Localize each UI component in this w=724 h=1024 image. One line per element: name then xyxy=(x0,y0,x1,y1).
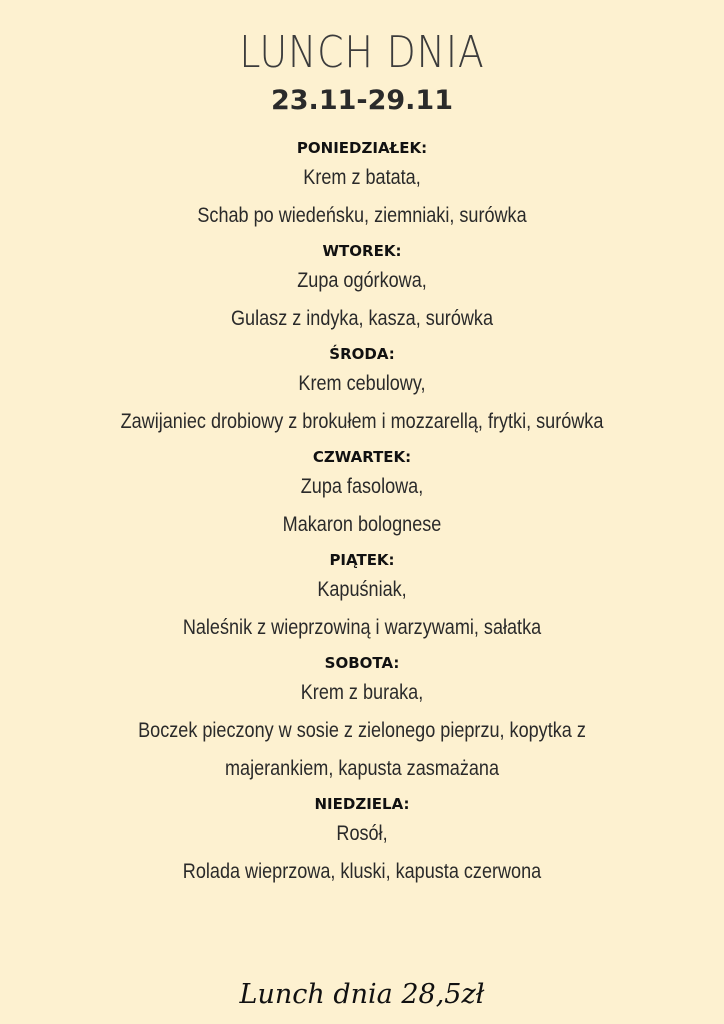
page-title: LUNCH DNIA xyxy=(239,27,485,78)
day-friday xyxy=(0,549,724,647)
day-wednesday xyxy=(0,343,724,441)
day-monday xyxy=(0,137,724,235)
dish-soup: Krem z batata, xyxy=(303,166,421,189)
price-footer: Lunch dnia 28,5zł xyxy=(239,979,485,1010)
dish-main: Gulasz z indyka, kasza, surówka xyxy=(231,307,493,330)
day-heading: ŚRODA: xyxy=(329,345,395,363)
day-tuesday xyxy=(0,240,724,338)
day-heading: SOBOTA: xyxy=(324,654,400,672)
dish-soup: Kapuśniak, xyxy=(317,578,407,601)
dish-soup: Zupa ogórkowa, xyxy=(297,269,427,292)
dish-main: Rolada wieprzowa, kluski, kapusta czerwona xyxy=(182,860,542,883)
day-heading: CZWARTEK: xyxy=(312,448,412,466)
weekly-menu xyxy=(0,132,724,891)
day-heading: WTOREK: xyxy=(322,242,402,260)
dish-main: Schab po wiedeńsku, ziemniaki, surówka xyxy=(197,204,527,227)
day-heading: PIĄTEK: xyxy=(329,551,395,569)
day-saturday xyxy=(0,652,724,788)
day-sunday xyxy=(0,793,724,891)
day-heading: PONIEDZIAŁEK: xyxy=(296,139,428,157)
day-thursday xyxy=(0,446,724,544)
dish-soup: Rosół, xyxy=(336,822,388,845)
dish-main: Makaron bolognese xyxy=(282,513,442,536)
day-heading: NIEDZIELA: xyxy=(314,795,410,813)
dish-soup: Krem cebulowy, xyxy=(298,372,426,395)
dish-main: Naleśnik z wieprzowiną i warzywami, sałatka xyxy=(182,616,542,639)
date-range: 23.11-29.11 xyxy=(270,85,453,116)
dish-soup: Krem z buraka, xyxy=(300,681,424,704)
dish-soup: Zupa fasolowa, xyxy=(300,475,424,498)
dish-main-continued: majerankiem, kapusta zasmażana xyxy=(224,757,500,780)
dish-main: Zawijaniec drobiowy z brokułem i mozzarellą, frytki, surówka xyxy=(120,410,604,433)
dish-main: Boczek pieczony w sosie z zielonego pieprzu, kopytka z xyxy=(138,719,586,742)
